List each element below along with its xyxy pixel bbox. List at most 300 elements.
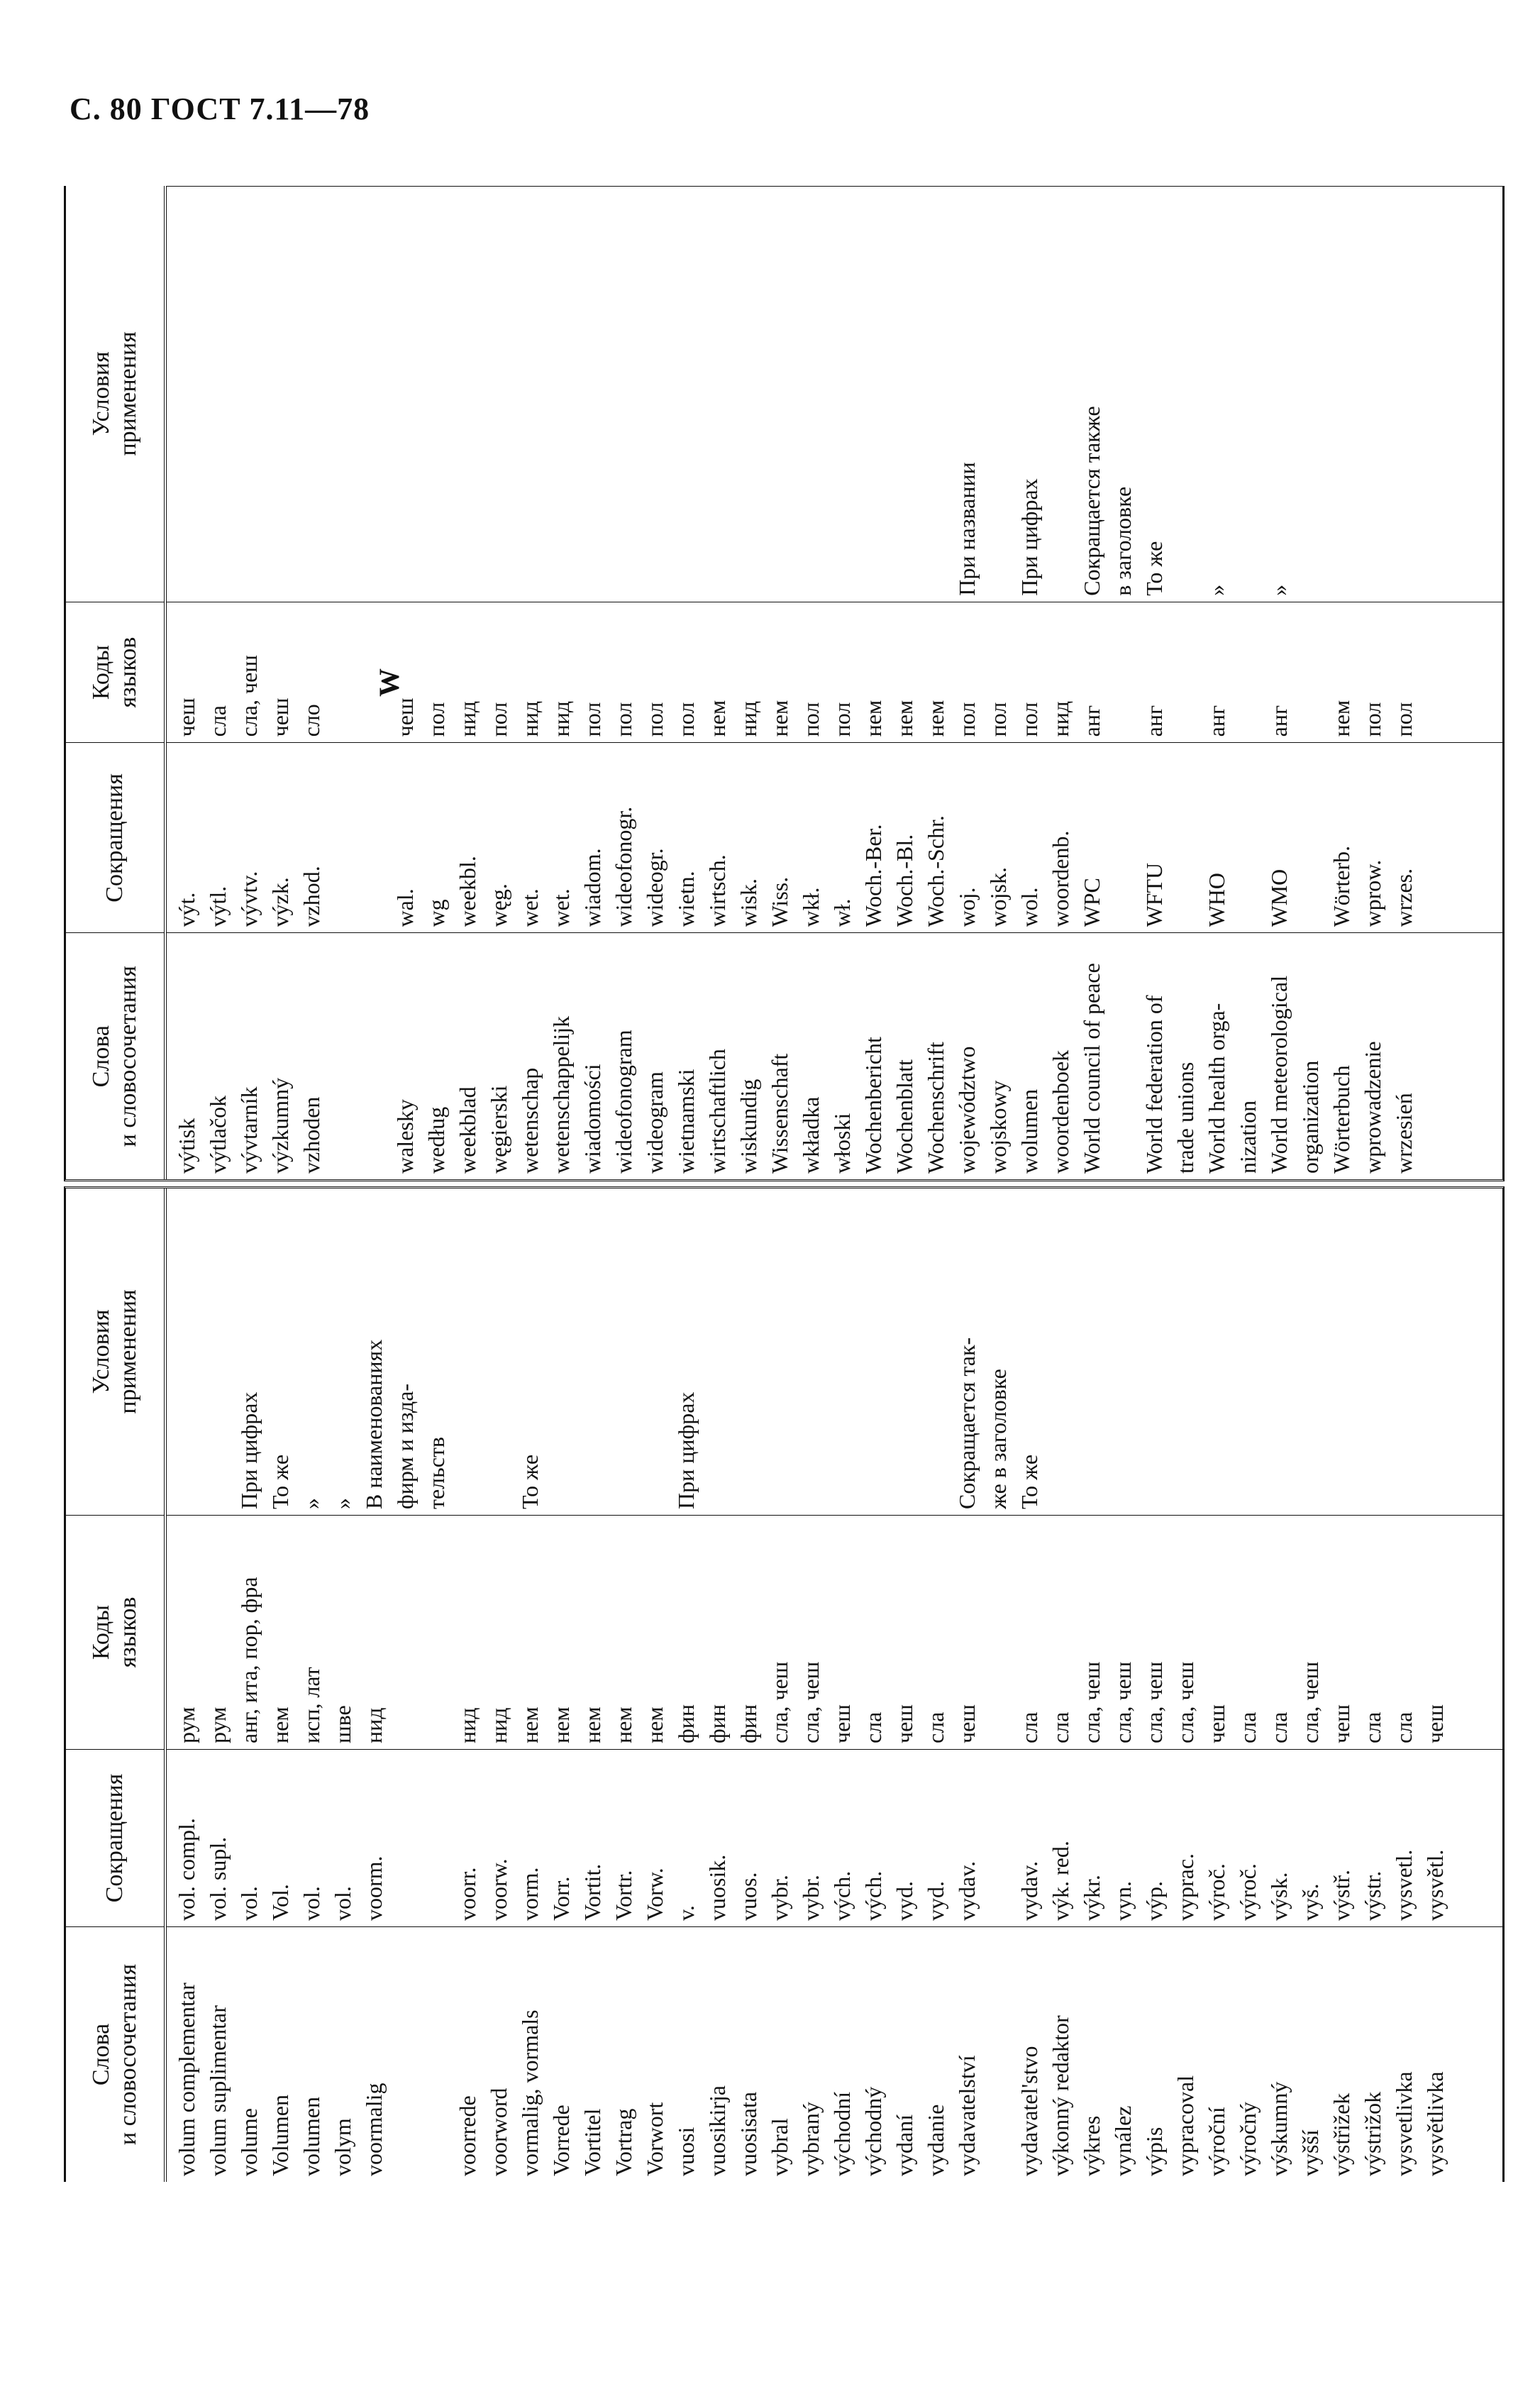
table-cell-abbr (421, 1755, 452, 1921)
table-cell-cond (639, 1194, 670, 1509)
table-cell-cond (452, 192, 483, 596)
table-cell-code: чеш (892, 1704, 917, 1743)
header-conditions: Условия применения (88, 331, 141, 456)
table-cell-code: чеш (392, 697, 418, 737)
table-cell-abbr (1295, 749, 1326, 927)
table-cell-abbr: wł. (829, 898, 855, 927)
table-cell-code: сла (1016, 1711, 1042, 1743)
table-cell-cond (733, 192, 764, 596)
column-words (167, 932, 1502, 1179)
table-cell-abbr: vyd. (892, 1881, 917, 1921)
table-header-row (66, 186, 167, 1179)
table-cell-word: výroční (1204, 2107, 1229, 2176)
table-cell-abbr: Vortr. (611, 1870, 636, 1921)
table-cell-cond: » (330, 1498, 355, 1509)
table-cell-word: woordenboek (1048, 1049, 1073, 1174)
table-cell-abbr: vol. compl. (174, 1818, 199, 1921)
table-cell-abbr (1232, 749, 1263, 927)
table-cell-cond (1139, 1194, 1170, 1509)
table-cell-cond (764, 192, 795, 596)
table-cell-abbr: vol. (299, 1886, 324, 1921)
table-cell-abbr: vysvetl. (1391, 1849, 1417, 1921)
table-cell-abbr (327, 749, 358, 927)
table-cell-cond (1419, 1194, 1451, 1509)
table-cell-abbr: výroč. (1204, 1863, 1229, 1921)
table-cell-code: чеш (174, 697, 199, 737)
table-cell-code: нем (267, 1706, 293, 1743)
table-cell-word: výtlačok (205, 1095, 231, 1174)
table-cell-abbr: wideogr. (642, 848, 667, 927)
column-conditions (167, 1189, 1502, 1515)
table-cell-word: World meteorological (1266, 975, 1292, 1174)
header-abbr: Сокращения (66, 1749, 164, 1926)
table-cell-cond (764, 1194, 795, 1509)
table-cell-code: нем (892, 700, 917, 737)
table-cell-word: World council of peace (1079, 963, 1104, 1174)
table-cell-code: сла (860, 1711, 886, 1743)
table-cell-abbr: WFTU (1141, 862, 1167, 927)
table-cell-word: Volumen (267, 2095, 293, 2176)
header-codes: Коды языков (66, 1515, 164, 1749)
table-cell-code: сла (1266, 1711, 1292, 1743)
table-cell-word: wolumen (1016, 1088, 1042, 1174)
table-cell-word: volum suplimentar (205, 2005, 231, 2176)
abbreviation-table (64, 181, 1500, 2182)
table-cell-code: сла, чеш (798, 1661, 824, 1743)
table-cell-code: фин (704, 1704, 730, 1743)
table-cell-abbr: wg (423, 899, 449, 927)
table-cell-word: wrzesień (1391, 1093, 1417, 1174)
table-cell-cond (1326, 192, 1357, 596)
table-cell-cond (1357, 192, 1388, 596)
table-cell-word: województwo (954, 1046, 980, 1174)
table-cell-code: пол (611, 702, 636, 737)
table-cell-cond (1045, 1194, 1076, 1509)
table-cell-cond: То же (1141, 541, 1167, 596)
table-cell-word: vysvetlivka (1391, 2071, 1417, 2176)
table-cell-word: voormalig (361, 2083, 387, 2176)
table-cell-word: vydaní (892, 2114, 917, 2176)
table-cell-code: сла, чеш (1110, 1661, 1136, 1743)
table-cell-cond: же в заголовке (985, 1369, 1011, 1509)
table-cell-code: нид (455, 1707, 480, 1743)
table-cell-code: пол (1016, 702, 1042, 737)
table-cell-word: vydavatelství (954, 2055, 980, 2176)
left-table (64, 1186, 1505, 2182)
table-cell-abbr: weekbl. (455, 856, 480, 927)
table-cell-cond (1388, 1194, 1419, 1509)
table-cell-word: vydavatel'stvo (1016, 2046, 1042, 2176)
table-cell-cond: тельств (423, 1436, 449, 1509)
table-cell-code: сла (1391, 1711, 1417, 1743)
table-cell-word: wirtschaftlich (704, 1049, 730, 1174)
table-cell-abbr: výp. (1141, 1881, 1167, 1921)
table-cell-abbr: Woch.-Bl. (892, 834, 917, 927)
table-cell-code: нем (704, 700, 730, 737)
table-cell-abbr: WMO (1266, 868, 1292, 927)
table-cell-code (358, 608, 389, 737)
table-cell-word (327, 939, 358, 1174)
table-cell-cond (577, 192, 608, 596)
column-codes (167, 1515, 1502, 1749)
table-cell-cond (920, 1194, 951, 1509)
table-cell-code: сла (1360, 1711, 1385, 1743)
table-cell-abbr (389, 1755, 421, 1921)
left-table-body (167, 1189, 1502, 2182)
table-cell-word: vybraný (798, 2102, 824, 2176)
table-cell-abbr: Vorw. (642, 1868, 667, 1921)
table-cell-word: węgierski (486, 1085, 511, 1174)
table-cell-word: volum complementar (174, 1982, 199, 2176)
table-cell-cond (1170, 1194, 1201, 1509)
table-cell-cond (982, 192, 1014, 596)
table-cell-abbr: vol. supl. (205, 1836, 231, 1921)
table-cell-word: vybral (767, 2118, 792, 2176)
table-cell-cond (889, 1194, 920, 1509)
table-cell-word: wideogram (642, 1071, 667, 1174)
table-cell-abbr: wirtsch. (704, 854, 730, 927)
table-header-row (66, 1189, 167, 2182)
table-cell-cond: То же (267, 1454, 293, 1509)
table-cell-word: weekblad (455, 1086, 480, 1174)
table-cell-code: анг (1141, 705, 1167, 737)
table-cell-abbr: vyš. (1297, 1883, 1323, 1921)
table-cell-word: World federation of (1141, 995, 1167, 1174)
table-cell-word: Vorrede (548, 2105, 574, 2176)
table-cell-word: výkres (1079, 2115, 1104, 2176)
table-cell-word (982, 1933, 1014, 2176)
table-cell-code: пол (642, 702, 667, 737)
table-cell-word: voorrede (455, 2095, 480, 2176)
table-cell-abbr: výzk. (267, 877, 293, 927)
table-cell-code: фин (673, 1704, 699, 1743)
table-cell-code: сло (299, 704, 324, 737)
table-cell-code (421, 1521, 452, 1743)
table-cell-abbr: woj. (954, 887, 980, 927)
table-cell-code: нем (767, 700, 792, 737)
table-cell-code: сла, чеш (236, 655, 262, 737)
table-cell-word: wetenschappelijk (548, 1015, 574, 1174)
table-cell-code: пол (1360, 702, 1385, 737)
table-cell-abbr: voorr. (455, 1867, 480, 1921)
table-cell-word: Wörterbuch (1329, 1065, 1354, 1174)
table-cell-code: сла (1048, 1711, 1073, 1743)
table-cell-abbr (1107, 749, 1139, 927)
table-cell-code: сла (205, 705, 231, 737)
table-cell-word: według (423, 1106, 449, 1174)
table-cell-abbr: Vorr. (548, 1876, 574, 1921)
table-cell-code: сла, чеш (767, 1661, 792, 1743)
table-cell-cond (1388, 192, 1419, 596)
table-cell-word: walesky (392, 1099, 418, 1174)
table-cell-abbr: vysvětl. (1422, 1849, 1448, 1921)
table-cell-code: чеш (829, 1704, 855, 1743)
table-cell-word: volume (236, 2108, 262, 2176)
table-cell-cond (1076, 1194, 1107, 1509)
table-cell-cond: фирм и изда- (392, 1383, 418, 1509)
table-cell-code: исп, лат (299, 1667, 324, 1743)
table-cell-abbr: WPC (1079, 878, 1104, 927)
table-cell-abbr: vyn. (1110, 1881, 1136, 1921)
table-cell-code: анг, ита, пор, фра (236, 1577, 262, 1743)
table-cell-cond (545, 1194, 577, 1509)
table-cell-cond: » (299, 1498, 324, 1509)
table-cell-cond (1295, 1194, 1326, 1509)
table-cell-word: Wochenblatt (892, 1059, 917, 1174)
table-cell-word: wojskowy (985, 1080, 1011, 1174)
table-cell-word: Wissenschaft (767, 1053, 792, 1174)
table-cell-code: сла, чеш (1079, 1661, 1104, 1743)
table-cell-code (1232, 608, 1263, 737)
table-cell-abbr: výstr. (1360, 1870, 1385, 1921)
table-cell-word: vývtarník (236, 1086, 262, 1174)
table-cell-code: нид (517, 700, 543, 737)
table-cell-cond (889, 192, 920, 596)
table-cell-code: чеш (267, 697, 293, 737)
table-cell-cond (202, 1194, 233, 1509)
table-cell-abbr (982, 1755, 1014, 1921)
table-cell-cond (858, 192, 889, 596)
table-cell-cond (577, 1194, 608, 1509)
table-cell-code: нем (548, 1706, 574, 1743)
table-cell-cond (1045, 192, 1076, 596)
table-cell-cond (1357, 1194, 1388, 1509)
table-cell-code: нем (517, 1706, 543, 1743)
table-cell-code: сла (1235, 1711, 1261, 1743)
table-cell-word: wkładka (798, 1096, 824, 1174)
page-header: С. 80 ГОСТ 7.11—78 (70, 92, 370, 126)
table-cell-word: vzhoden (299, 1096, 324, 1174)
table-cell-code: пол (954, 702, 980, 737)
table-cell-word (1107, 939, 1139, 1174)
table-cell-cond: » (1266, 584, 1292, 596)
table-cell-cond (171, 1194, 202, 1509)
table-cell-abbr: vol. (236, 1886, 262, 1921)
table-cell-abbr: Woch.-Schr. (923, 815, 948, 927)
table-cell-abbr: woordenb. (1048, 830, 1073, 927)
table-cell-code: нид (455, 700, 480, 737)
table-cell-cond (483, 1194, 514, 1509)
table-cell-code: анг (1079, 705, 1104, 737)
table-cell-cond: » (1204, 584, 1229, 596)
table-cell-abbr: wisk. (736, 878, 761, 927)
table-cell-abbr: vybr. (767, 1875, 792, 1921)
table-cell-cond (389, 192, 421, 596)
table-cell-word: wideofonogram (611, 1030, 636, 1174)
table-cell-abbr: voorw. (486, 1858, 511, 1921)
table-cell-word (389, 1933, 421, 2176)
table-cell-word: výstřižek (1329, 2092, 1354, 2176)
table-cell-word: włoski (829, 1113, 855, 1174)
table-cell-abbr: wiadom. (580, 848, 605, 927)
section-letter: W (373, 668, 405, 697)
table-cell-abbr: wietn. (673, 871, 699, 927)
table-cell-abbr: výsk. (1266, 1872, 1292, 1921)
table-cell-cond (1295, 192, 1326, 596)
table-cell-abbr: vol. (330, 1886, 355, 1921)
table-cell-word: Wochenschrift (923, 1042, 948, 1174)
table-cell-cond: При цифрах (673, 1391, 699, 1509)
table-cell-abbr: Vortit. (580, 1863, 605, 1921)
header-words: Слова и словосочетания (66, 1926, 164, 2182)
table-cell-word: wietnamski (673, 1069, 699, 1174)
table-cell-cond (920, 192, 951, 596)
table-cell-code: нем (1329, 700, 1354, 737)
table-cell-word: vuosikirja (704, 2085, 730, 2176)
table-cell-abbr: Wörterb. (1329, 845, 1354, 927)
table-cell-abbr: vých. (829, 1870, 855, 1921)
table-cell-word (421, 1933, 452, 2176)
table-cell-abbr: wojsk. (985, 867, 1011, 927)
table-cell-cond: При цифрах (236, 1391, 262, 1509)
table-cell-cond (826, 1194, 858, 1509)
table-cell-code (1107, 608, 1139, 737)
table-cell-code: пол (423, 702, 449, 737)
table-cell-cond (608, 192, 639, 596)
table-cell-abbr: Wiss. (767, 876, 792, 927)
table-cell-word: volym (330, 2118, 355, 2176)
table-cell-word: Vortitel (580, 2108, 605, 2176)
table-cell-abbr: vyprac. (1173, 1853, 1198, 1921)
table-cell-abbr: vých. (860, 1870, 886, 1921)
table-cell-cond (514, 192, 545, 596)
table-cell-cond (670, 192, 702, 596)
table-cell-abbr: voorm. (361, 1855, 387, 1921)
table-cell-cond (327, 192, 358, 596)
table-cell-code (327, 608, 358, 737)
table-cell-cond (421, 192, 452, 596)
table-cell-word: wiadomości (580, 1064, 605, 1174)
table-cell-code: нид (1048, 700, 1073, 737)
table-cell-cond (202, 192, 233, 596)
table-cell-word: wprowadzenie (1360, 1041, 1385, 1174)
table-cell-abbr: vydav. (1016, 1860, 1042, 1921)
table-cell-abbr: vuos. (736, 1872, 761, 1921)
table-cell-cond (1170, 192, 1201, 596)
table-cell-code: чеш (954, 1704, 980, 1743)
table-cell-abbr: výkr. (1079, 1875, 1104, 1921)
table-cell-code: анг (1204, 705, 1229, 737)
table-cell-code: шве (330, 1705, 355, 1743)
table-cell-abbr: vorm. (517, 1867, 543, 1921)
table-cell-cond (265, 192, 296, 596)
table-cell-word: Vorwort (642, 2102, 667, 2176)
table-cell-cond: При цифрах (1016, 478, 1042, 596)
table-cell-abbr: vzhod. (299, 866, 324, 927)
table-cell-cond (608, 1194, 639, 1509)
table-cell-code (389, 1521, 421, 1743)
table-cell-cond: То же (1016, 1454, 1042, 1509)
table-cell-code (982, 1521, 1014, 1743)
table-cell-code: нем (860, 700, 886, 737)
table-cell-abbr: węg. (486, 883, 511, 927)
table-cell-abbr: vuosik. (704, 1854, 730, 1921)
table-cell-cond (702, 1194, 733, 1509)
table-cell-code: пол (829, 702, 855, 737)
table-cell-abbr: výroč. (1235, 1863, 1261, 1921)
table-cell-abbr: wrzes. (1391, 868, 1417, 927)
header-conditions: Условия применения (88, 1289, 141, 1414)
table-cell-word: východní (829, 2091, 855, 2176)
right-table (64, 186, 1505, 1181)
table-cell-cond (858, 1194, 889, 1509)
table-cell-word: výročný (1235, 2102, 1261, 2176)
table-cell-code: пол (985, 702, 1011, 737)
table-cell-cond (795, 1194, 826, 1509)
table-cell-cond (702, 192, 733, 596)
table-cell-cond (795, 192, 826, 596)
table-cell-cond (1107, 1194, 1139, 1509)
table-cell-word: vyšší (1297, 2129, 1323, 2176)
table-cell-code: пол (798, 702, 824, 737)
table-cell-word: výskumný (1266, 2081, 1292, 2176)
table-cell-word: výstrižok (1360, 2091, 1385, 2176)
table-cell-cond: Сокращается также (1079, 406, 1104, 596)
table-cell-abbr: WHO (1204, 873, 1229, 927)
table-cell-abbr (1170, 749, 1201, 927)
table-cell-word: World health orga- (1204, 1003, 1229, 1174)
table-cell-word: vuosisata (736, 2091, 761, 2176)
table-cell-abbr: wol. (1016, 887, 1042, 927)
header-words: Слова и словосочетания (66, 932, 164, 1179)
table-cell-cond: в заголовке (1110, 486, 1136, 596)
table-cell-word (358, 939, 389, 1174)
table-cell-abbr: výtl. (205, 886, 231, 927)
table-cell-abbr: Woch.-Ber. (860, 824, 886, 927)
table-cell-word: volumen (299, 2097, 324, 2176)
table-cell-word: nization (1235, 1100, 1261, 1174)
table-cell-cond: При названии (954, 462, 980, 596)
table-cell-code: нем (923, 700, 948, 737)
table-cell-abbr: vybr. (798, 1875, 824, 1921)
table-cell-code: сла, чеш (1297, 1661, 1323, 1743)
table-cell-abbr: wal. (392, 888, 418, 927)
table-cell-cond: В наименованиях (361, 1339, 387, 1509)
column-words (167, 1926, 1502, 2182)
table-cell-word: výzkumný (267, 1077, 293, 1174)
table-cell-word: vuosi (673, 2127, 699, 2176)
table-cell-cond (639, 192, 670, 596)
column-codes (167, 602, 1502, 743)
table-cell-abbr: výk. red. (1048, 1841, 1073, 1921)
table-cell-word: Vortrag (611, 2108, 636, 2176)
table-cell-word: voorword (486, 2088, 511, 2176)
table-cell-abbr: Vol. (267, 1884, 293, 1921)
table-cell-cond (826, 192, 858, 596)
table-cell-cond: То же (517, 1454, 543, 1509)
table-cell-word: wetenschap (517, 1067, 543, 1174)
table-cell-word: trade unions (1173, 1061, 1198, 1174)
table-cell-code: пол (1391, 702, 1417, 737)
table-cell-code: нем (642, 1706, 667, 1743)
table-cell-code: сла, чеш (1141, 1661, 1167, 1743)
table-cell-code: нем (611, 1706, 636, 1743)
table-cell-word: Wochenbericht (860, 1037, 886, 1174)
table-cell-cond (452, 1194, 483, 1509)
table-cell-cond (171, 192, 202, 596)
table-cell-cond (1232, 1194, 1263, 1509)
table-cell-code: фин (736, 1704, 761, 1743)
table-cell-word: východný (860, 2086, 886, 2176)
table-cell-word: wiskundig (736, 1079, 761, 1174)
table-cell-cond (358, 192, 389, 596)
table-cell-code (1170, 608, 1201, 737)
table-cell-abbr: wkł. (798, 887, 824, 927)
right-table-body (167, 186, 1502, 1179)
table-cell-code: сла, чеш (1173, 1661, 1198, 1743)
table-cell-cond (545, 192, 577, 596)
header-codes: Коды языков (66, 602, 164, 743)
